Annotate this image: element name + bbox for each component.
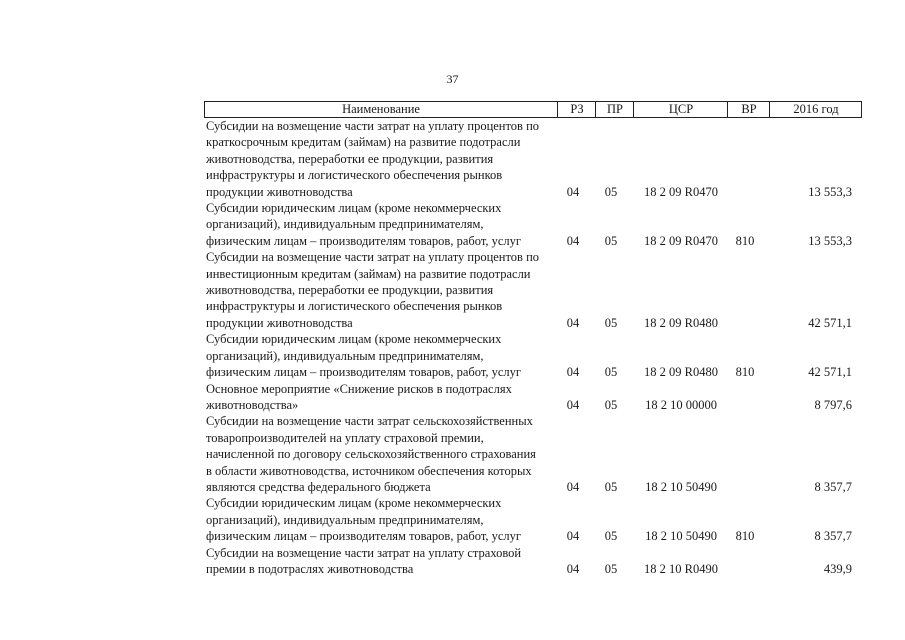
row-rz: 04: [566, 479, 580, 494]
row-vr: 810: [735, 233, 755, 248]
row-vr: 810: [735, 365, 755, 380]
table-body: [204, 118, 862, 577]
row-rz: 04: [566, 315, 580, 330]
header-year: 2016 год: [769, 102, 862, 117]
header-csr: ЦСР: [633, 102, 728, 117]
header-vr: ВР: [727, 102, 770, 117]
row-csr: 18 2 09 R0480: [644, 365, 718, 380]
row-name: Субсидии на возмещение части затрат на уплату процентов по краткосрочным кредитам (займам) на развитие подотрасли животноводства, переработки ее продукции, развития инфраструктуры и логистического обеспечения рынков продукции животноводства: [206, 119, 540, 199]
row-amount: 8 357,7: [814, 529, 852, 544]
row-amount: 8 357,7: [814, 479, 852, 494]
row-name: Субсидии юридическим лицам (кроме некоммерческих организаций), индивидуальным предпринимателям, физическим лицам – производителям товаров, работ, услуг: [206, 332, 522, 380]
table-row: [204, 381, 862, 414]
row-amount: 13 553,3: [808, 184, 852, 199]
table-row: [204, 413, 862, 495]
row-csr: 18 2 09 R0470: [644, 233, 718, 248]
row-csr: 18 2 10 50490: [645, 529, 717, 544]
header-pr: ПР: [595, 102, 634, 117]
row-name: Субсидии юридическим лицам (кроме некоммерческих организаций), индивидуальным предпринимателям, физическим лицам – производителям товаров, работ, услуг: [206, 201, 522, 248]
table-header: [204, 101, 862, 118]
row-pr: 05: [604, 315, 618, 330]
row-csr: 18 2 09 R0470: [644, 184, 718, 199]
row-rz: 04: [566, 233, 580, 248]
row-rz: 04: [566, 365, 580, 380]
header-rz: РЗ: [557, 102, 596, 117]
row-name: Основное мероприятие «Снижение рисков в подотраслях животноводства»: [206, 381, 512, 412]
page-number: 37: [446, 72, 459, 86]
row-name: Субсидии юридическим лицам (кроме некоммерческих организаций), индивидуальным предпринимателям, физическим лицам – производителям товаров, работ, услуг: [206, 496, 522, 544]
row-vr: 810: [735, 529, 755, 544]
table-row: [204, 545, 862, 578]
row-csr: 18 2 10 50490: [645, 479, 717, 494]
table-row: [204, 200, 862, 249]
row-pr: 05: [604, 365, 618, 380]
row-rz: 04: [566, 184, 580, 199]
row-name: Субсидии на возмещение части затрат на уплату страховой премии в подотраслях животноводства: [206, 545, 522, 576]
row-amount: 42 571,1: [808, 315, 852, 330]
table-row: [204, 118, 862, 200]
row-pr: 05: [604, 233, 618, 248]
header-name: Наименование: [342, 102, 420, 116]
table-row: [204, 331, 862, 380]
row-pr: 05: [604, 561, 618, 576]
table-row: [204, 495, 862, 544]
row-name: Субсидии на возмещение части затрат на уплату процентов по инвестиционным кредитам (займам) на развитие подотрасли животноводства, переработки ее продукции, развития инфраструктуры и логистического обеспечения рынков продукции животноводства: [206, 250, 540, 330]
row-amount: 13 553,3: [808, 233, 852, 248]
table-row: [204, 249, 862, 331]
budget-table: [204, 101, 862, 577]
row-amount: 439,9: [823, 561, 852, 576]
row-csr: 18 2 10 00000: [645, 397, 717, 412]
row-name: Субсидии на возмещение части затрат сельскохозяйственных товаропроизводителей на уплату страховой премии, начисленной по договору сельскохозяйственного страхования в области животноводства, источником обеспечения которых являются средства федерального бюджета: [206, 414, 536, 494]
row-pr: 05: [604, 479, 618, 494]
row-pr: 05: [604, 184, 618, 199]
row-amount: 42 571,1: [808, 365, 852, 380]
row-amount: 8 797,6: [814, 397, 852, 412]
row-rz: 04: [566, 529, 580, 544]
row-pr: 05: [604, 397, 618, 412]
row-csr: 18 2 10 R0490: [644, 561, 718, 576]
row-csr: 18 2 09 R0480: [644, 315, 718, 330]
row-rz: 04: [566, 397, 580, 412]
row-pr: 05: [604, 529, 618, 544]
row-rz: 04: [566, 561, 580, 576]
